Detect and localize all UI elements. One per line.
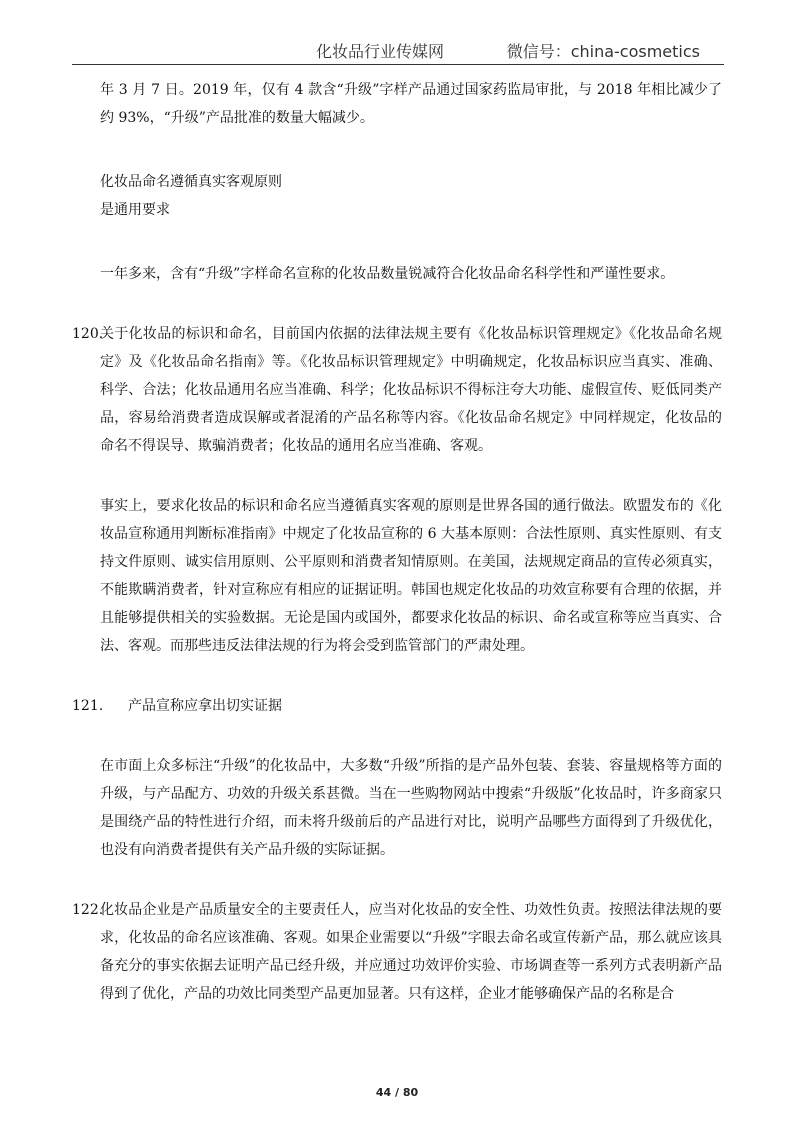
page-header <box>72 36 724 65</box>
paragraph-number: 120. <box>72 326 104 342</box>
paragraph-number: 121. <box>72 698 104 714</box>
paragraph-text: 关于化妆品的标识和命名，目前国内依据的法律法规主要有《化妆品标识管理规定》《化妆品命名规定》及《化妆品命名指南》等。《化妆品标识管理规定》中明确规定，化妆品标识应当真实、准确、科学、合法；化妆品通用名应当准确、科学；化妆品标识不得标注夸大功能、虚假宣传、贬低同类产品，容易给消费者造成误解或者混淆的产品名称等内容。《化妆品命名规定》中同样规定，化妆品的命名不得误导、欺骗消费者；化妆品的通用名应当准确、客观。 <box>100 326 722 454</box>
numbered-heading <box>72 692 722 720</box>
paragraph-text: 化妆品企业是产品质量安全的主要责任人，应当对化妆品的安全性、功效性负责。按照法律法规的要求，化妆品的命名应该准确、客观。如果企业需要以“升级”字眼去命名或宣传新产品，那么就应该具备充分的事实依据去证明产品已经升级，并应通过功效评价实验、市场调查等一系列方式表明新产品得到了优化，产品的功效比同类型产品更加显著。只有这样，企业才能够确保产品的名称是合 <box>100 902 722 1002</box>
numbered-paragraph <box>72 320 722 460</box>
section-heading-line2: 是通用要求 <box>100 202 170 218</box>
paragraph: 事实上，要求化妆品的标识和命名应当遵循真实客观的原则是世界各国的通行做法。欧盟发布的《化妆品宣称通用判断标准指南》中规定了化妆品宣称的 6 大基本原则：合法性原则、真实性原则、有支持文件原则、诚实信用原则、公平原则和消费者知情原则。在美国，法规规定商品的宣传必须真实，不能欺瞒消费者，针对宣称应有相应的证据证明。韩国也规定化妆品的功效宣称要有合理的依据，并且能够提供相关的实验数据。无论是国内或国外，都要求化妆品的标识、命名或宣称等应当真实、合法、客观。而那些违反法律法规的行为将会受到监管部门的严肃处理。 <box>100 498 722 654</box>
paragraph: 年 3 月 7 日。2019 年，仅有 4 款含“升级”字样产品通过国家药监局审批，与 2018 年相比减少了约 93%，“升级”产品批准的数量大幅减少。 <box>100 82 722 126</box>
paragraph: 一年多来，含有“升级”字样命名宣称的化妆品数量锐减符合化妆品命名科学性和严谨性要求。 <box>100 266 675 282</box>
paragraph: 在市面上众多标注“升级”的化妆品中，大多数“升级”所指的是产品外包装、套装、容量规格等方面的升级，与产品配方、功效的升级关系甚微。当在一些购物网站中搜索“升级版”化妆品时，许多商家只是围绕产品的特性进行介绍，而未将升级前后的产品进行对比，说明产品哪些方面得到了升级优化，也没有向消费者提供有关产品升级的实际证据。 <box>100 758 722 858</box>
header-wechat-id: 微信号：china-cosmetics <box>506 42 700 61</box>
numbered-paragraph <box>72 896 722 1008</box>
header-site-name: 化妆品行业传媒网 <box>316 42 445 61</box>
page-number: 44 / 80 <box>375 1086 419 1099</box>
heading-text: 产品宣称应拿出切实证据 <box>128 698 282 714</box>
section-heading: 化妆品命名遵循真实客观原则 <box>100 174 282 190</box>
paragraph-number: 122. <box>72 902 104 918</box>
document-body <box>72 76 722 1008</box>
